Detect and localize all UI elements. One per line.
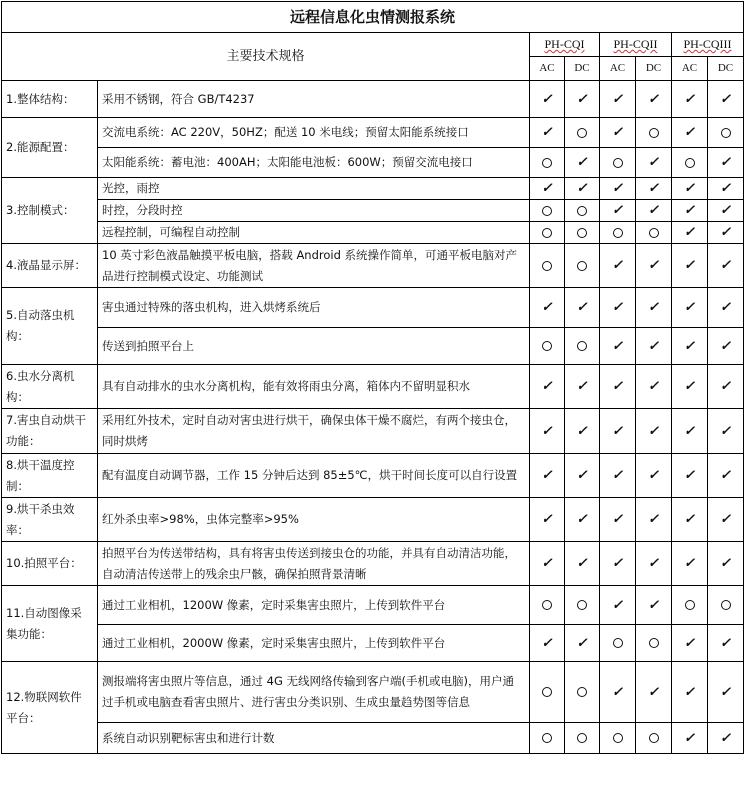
check-mark-icon: ✓ <box>648 423 659 439</box>
spec-description: 配有温度自动调节器，工作 15 分钟后达到 85±5℃，烘干时间长度可以自行设置 <box>98 454 530 498</box>
circle-mark-icon <box>649 733 659 743</box>
check-mark-icon: ✓ <box>648 91 659 107</box>
check-mark-icon: ✓ <box>576 468 588 483</box>
spec-mark-cell <box>600 118 636 148</box>
spec-description: 采用红外技术，定时自动对害虫进行烘干，确保虫体干燥不腐烂，有两个接虫仓，同时烘烤 <box>98 409 530 454</box>
check-mark-icon: ✓ <box>612 300 623 315</box>
spec-mark-cell <box>708 200 744 222</box>
circle-mark-icon <box>613 638 623 648</box>
check-mark-icon: ✓ <box>684 468 695 483</box>
check-mark-icon: ✓ <box>612 423 623 439</box>
spec-mark-cell <box>708 288 744 328</box>
check-mark-icon: ✓ <box>541 468 553 483</box>
check-mark-icon: ✓ <box>612 125 623 140</box>
spec-mark-cell <box>636 178 672 200</box>
check-mark-icon: ✓ <box>541 423 553 439</box>
spec-mark-cell <box>530 662 565 723</box>
category-label: 4.液晶显示屏： <box>2 244 98 288</box>
table-row <box>2 542 744 586</box>
spec-mark-cell <box>636 244 672 288</box>
circle-mark-icon <box>542 261 552 271</box>
spec-mark-cell <box>708 222 744 244</box>
spec-mark-cell <box>565 662 600 723</box>
circle-mark-icon <box>685 158 695 168</box>
spec-description: 测报端将害虫照片等信息，通过 4G 无线网络传输到客户端(手机或电脑)，用户通过手机或电脑查看害虫照片、进行害虫分类识别、生成虫量趋势图等信息 <box>98 662 530 723</box>
check-mark-icon: ✓ <box>541 300 553 315</box>
spec-mark-cell <box>672 148 708 178</box>
check-mark-icon: ✓ <box>684 512 695 527</box>
check-mark-icon: ✓ <box>612 203 623 218</box>
table-row <box>2 625 744 662</box>
spec-mark-cell <box>565 328 600 365</box>
spec-description: 光控，雨控 <box>98 178 530 200</box>
spec-mark-cell <box>600 288 636 328</box>
check-mark-icon: ✓ <box>576 512 588 527</box>
check-mark-icon: ✓ <box>684 258 695 273</box>
spec-mark-cell <box>708 586 744 625</box>
spec-mark-cell <box>565 222 600 244</box>
table-row <box>2 288 744 328</box>
spec-mark-cell <box>600 148 636 178</box>
spec-mark-cell <box>565 723 600 754</box>
spec-mark-cell <box>530 454 565 498</box>
circle-mark-icon <box>542 206 552 216</box>
table-row <box>2 586 744 625</box>
check-mark-icon: ✓ <box>541 91 553 107</box>
check-mark-icon: ✓ <box>612 468 623 483</box>
spec-mark-cell <box>708 81 744 118</box>
spec-mark-cell <box>636 222 672 244</box>
spec-mark-cell <box>530 586 565 625</box>
check-mark-icon: ✓ <box>541 379 553 394</box>
table-row <box>2 148 744 178</box>
spec-description: 害虫通过特殊的落虫机构，进入烘烤系统后 <box>98 288 530 328</box>
spec-mark-cell <box>636 662 672 723</box>
spec-mark-cell <box>600 723 636 754</box>
check-mark-icon: ✓ <box>648 300 659 315</box>
title-row <box>2 2 744 33</box>
model-header-cqi: PH-CQI <box>530 33 600 57</box>
table-row <box>2 244 744 288</box>
spec-mark-cell <box>565 81 600 118</box>
check-mark-icon: ✓ <box>648 338 659 354</box>
circle-mark-icon <box>542 228 552 238</box>
spec-mark-cell <box>636 542 672 586</box>
spec-mark-cell <box>636 723 672 754</box>
check-mark-icon: ✓ <box>648 203 659 218</box>
spec-mark-cell <box>565 200 600 222</box>
check-mark-icon: ✓ <box>720 635 731 651</box>
check-mark-icon: ✓ <box>648 181 659 196</box>
spec-mark-cell <box>565 178 600 200</box>
circle-mark-icon <box>721 600 731 610</box>
category-label: 12.物联网软件平台： <box>2 662 98 754</box>
spec-mark-cell <box>708 454 744 498</box>
check-mark-icon: ✓ <box>612 338 623 354</box>
check-mark-icon: ✓ <box>576 635 588 651</box>
spec-description: 拍照平台为传送带结构，具有将害虫传送到接虫仓的功能，并具有自动清洁功能，自动清洁传送带上的残余虫尸骸，确保拍照背景清晰 <box>98 542 530 586</box>
check-mark-icon: ✓ <box>720 203 731 218</box>
power-header-ac: AC <box>530 57 565 81</box>
spec-mark-cell <box>672 723 708 754</box>
spec-mark-cell <box>565 542 600 586</box>
circle-mark-icon <box>542 733 552 743</box>
model-header-cqii: PH-CQII <box>600 33 672 57</box>
check-mark-icon: ✓ <box>720 91 731 107</box>
spec-description: 时控，分段时控 <box>98 200 530 222</box>
spec-mark-cell <box>600 222 636 244</box>
power-header-ac: AC <box>600 57 636 81</box>
spec-mark-cell <box>600 586 636 625</box>
spec-mark-cell <box>708 178 744 200</box>
spec-mark-cell <box>600 178 636 200</box>
spec-description: 具有自动排水的虫水分离机构，能有效将雨虫分离，箱体内不留明显积水 <box>98 365 530 409</box>
check-mark-icon: ✓ <box>576 379 588 394</box>
check-mark-icon: ✓ <box>720 556 731 571</box>
check-mark-icon: ✓ <box>684 423 695 439</box>
spec-description: 交流电系统：AC 220V，50HZ；配送 10 米电线；预留太阳能系统接口 <box>98 118 530 148</box>
check-mark-icon: ✓ <box>541 125 553 140</box>
spec-mark-cell <box>530 222 565 244</box>
check-mark-icon: ✓ <box>720 423 731 439</box>
circle-mark-icon <box>685 600 695 610</box>
spec-mark-cell <box>708 409 744 454</box>
category-label: 3.控制模式： <box>2 178 98 244</box>
category-label: 6.虫水分离机构： <box>2 365 98 409</box>
circle-mark-icon <box>577 228 587 238</box>
spec-mark-cell <box>636 81 672 118</box>
table-row <box>2 200 744 222</box>
spec-mark-cell <box>672 178 708 200</box>
spec-mark-cell <box>708 118 744 148</box>
circle-mark-icon <box>542 158 552 168</box>
category-label: 7.害虫自动烘干功能： <box>2 409 98 454</box>
spec-mark-cell <box>600 625 636 662</box>
check-mark-icon: ✓ <box>612 258 623 273</box>
check-mark-icon: ✓ <box>541 512 553 527</box>
spec-mark-cell <box>672 118 708 148</box>
check-mark-icon: ✓ <box>576 300 588 315</box>
spec-mark-cell <box>600 81 636 118</box>
spec-mark-cell <box>672 625 708 662</box>
spec-mark-cell <box>636 409 672 454</box>
check-mark-icon: ✓ <box>720 684 731 700</box>
circle-mark-icon <box>649 128 659 138</box>
spec-mark-cell <box>565 409 600 454</box>
spec-mark-cell <box>530 244 565 288</box>
check-mark-icon: ✓ <box>720 730 731 746</box>
spec-description: 红外杀虫率>98%，虫体完整率>95% <box>98 498 530 542</box>
check-mark-icon: ✓ <box>684 203 695 218</box>
check-mark-icon: ✓ <box>720 468 731 483</box>
check-mark-icon: ✓ <box>720 225 731 240</box>
spec-mark-cell <box>530 178 565 200</box>
spec-mark-cell <box>672 454 708 498</box>
spec-mark-cell <box>636 148 672 178</box>
spec-mark-cell <box>636 118 672 148</box>
category-label: 5.自动落虫机构： <box>2 288 98 365</box>
spec-mark-cell <box>565 148 600 178</box>
spec-mark-cell <box>672 328 708 365</box>
spec-mark-cell <box>600 542 636 586</box>
check-mark-icon: ✓ <box>576 155 588 170</box>
spec-mark-cell <box>565 244 600 288</box>
spec-mark-cell <box>708 662 744 723</box>
spec-mark-cell <box>530 148 565 178</box>
category-label: 11.自动图像采集功能： <box>2 586 98 662</box>
check-mark-icon: ✓ <box>720 338 731 354</box>
spec-mark-cell <box>600 454 636 498</box>
spec-mark-cell <box>530 625 565 662</box>
table-row <box>2 723 744 754</box>
spec-mark-cell <box>672 222 708 244</box>
spec-mark-cell <box>708 328 744 365</box>
spec-mark-cell <box>636 454 672 498</box>
spec-mark-cell <box>672 409 708 454</box>
power-header-dc: DC <box>708 57 744 81</box>
table-title: 远程信息化虫情测报系统 <box>2 2 744 33</box>
circle-mark-icon <box>542 687 552 697</box>
spec-mark-cell <box>565 365 600 409</box>
spec-mark-cell <box>672 662 708 723</box>
check-mark-icon: ✓ <box>648 597 659 613</box>
spec-mark-cell <box>708 148 744 178</box>
spec-mark-cell <box>565 118 600 148</box>
check-mark-icon: ✓ <box>720 181 731 196</box>
check-mark-icon: ✓ <box>684 556 695 571</box>
check-mark-icon: ✓ <box>720 300 731 315</box>
spec-mark-cell <box>672 200 708 222</box>
check-mark-icon: ✓ <box>720 512 731 527</box>
spec-mark-cell <box>636 498 672 542</box>
check-mark-icon: ✓ <box>720 258 731 273</box>
spec-mark-cell <box>672 365 708 409</box>
spec-mark-cell <box>672 81 708 118</box>
spec-mark-cell <box>636 288 672 328</box>
check-mark-icon: ✓ <box>648 468 659 483</box>
check-mark-icon: ✓ <box>576 181 588 196</box>
spec-mark-cell <box>600 662 636 723</box>
spec-description: 通过工业相机，1200W 像素，定时采集害虫照片，上传到软件平台 <box>98 586 530 625</box>
circle-mark-icon <box>542 600 552 610</box>
spec-mark-cell <box>565 586 600 625</box>
check-mark-icon: ✓ <box>720 379 731 394</box>
spec-mark-cell <box>672 244 708 288</box>
check-mark-icon: ✓ <box>684 635 695 651</box>
check-mark-icon: ✓ <box>541 635 553 651</box>
power-header-dc: DC <box>636 57 672 81</box>
check-mark-icon: ✓ <box>541 556 553 571</box>
circle-mark-icon <box>613 733 623 743</box>
spec-mark-cell <box>530 542 565 586</box>
table-row <box>2 222 744 244</box>
check-mark-icon: ✓ <box>684 379 695 394</box>
circle-mark-icon <box>613 228 623 238</box>
table-row <box>2 454 744 498</box>
table-row <box>2 118 744 148</box>
check-mark-icon: ✓ <box>648 379 659 394</box>
power-header-ac: AC <box>672 57 708 81</box>
spec-mark-cell <box>530 409 565 454</box>
circle-mark-icon <box>577 206 587 216</box>
check-mark-icon: ✓ <box>612 181 623 196</box>
spec-description: 采用不锈钢，符合 GB/T4237 <box>98 81 530 118</box>
check-mark-icon: ✓ <box>576 91 588 107</box>
check-mark-icon: ✓ <box>648 258 659 273</box>
spec-mark-cell <box>530 723 565 754</box>
spec-table <box>1 1 744 754</box>
spec-description: 系统自动识别靶标害虫和进行计数 <box>98 723 530 754</box>
spec-mark-cell <box>636 625 672 662</box>
table-row <box>2 81 744 118</box>
table-row <box>2 498 744 542</box>
check-mark-icon: ✓ <box>612 556 623 571</box>
spec-mark-cell <box>708 498 744 542</box>
spec-mark-cell <box>600 244 636 288</box>
spec-mark-cell <box>600 200 636 222</box>
circle-mark-icon <box>721 128 731 138</box>
spec-mark-cell <box>600 409 636 454</box>
spec-description: 通过工业相机，2000W 像素，定时采集害虫照片，上传到软件平台 <box>98 625 530 662</box>
check-mark-icon: ✓ <box>648 556 659 571</box>
circle-mark-icon <box>577 341 587 351</box>
check-mark-icon: ✓ <box>684 338 695 354</box>
spec-mark-cell <box>600 498 636 542</box>
table-row <box>2 409 744 454</box>
spec-mark-cell <box>672 288 708 328</box>
spec-mark-cell <box>708 625 744 662</box>
spec-mark-cell <box>708 365 744 409</box>
check-mark-icon: ✓ <box>576 423 588 439</box>
spec-description: 10 英寸彩色液晶触摸平板电脑，搭载 Android 系统操作简单，可通平板电脑对产品进行控制模式设定、功能测试 <box>98 244 530 288</box>
check-mark-icon: ✓ <box>684 684 695 700</box>
circle-mark-icon <box>649 638 659 648</box>
spec-table-body <box>2 2 744 754</box>
spec-mark-cell <box>600 328 636 365</box>
check-mark-icon: ✓ <box>684 181 695 196</box>
check-mark-icon: ✓ <box>648 155 659 170</box>
check-mark-icon: ✓ <box>684 125 695 140</box>
spec-mark-cell <box>530 118 565 148</box>
table-row <box>2 662 744 723</box>
category-label: 10.拍照平台： <box>2 542 98 586</box>
spec-mark-cell <box>565 625 600 662</box>
spec-description: 太阳能系统：蓄电池：400AH；太阳能电池板：600W；预留交流电接口 <box>98 148 530 178</box>
category-label: 2.能源配置： <box>2 118 98 178</box>
spec-mark-cell <box>530 498 565 542</box>
spec-mark-cell <box>530 365 565 409</box>
spec-description: 传送到拍照平台上 <box>98 328 530 365</box>
check-mark-icon: ✓ <box>648 512 659 527</box>
spec-mark-cell <box>565 288 600 328</box>
spec-mark-cell <box>708 244 744 288</box>
spec-mark-cell <box>530 288 565 328</box>
spec-mark-cell <box>708 723 744 754</box>
check-mark-icon: ✓ <box>684 300 695 315</box>
check-mark-icon: ✓ <box>541 181 553 196</box>
category-label: 9.烘干杀虫效率： <box>2 498 98 542</box>
check-mark-icon: ✓ <box>684 730 695 746</box>
spec-mark-cell <box>600 365 636 409</box>
table-row <box>2 328 744 365</box>
circle-mark-icon <box>613 158 623 168</box>
check-mark-icon: ✓ <box>576 556 588 571</box>
power-header-dc: DC <box>565 57 600 81</box>
model-header-row <box>2 33 744 57</box>
circle-mark-icon <box>542 341 552 351</box>
category-label: 1.整体结构： <box>2 81 98 118</box>
check-mark-icon: ✓ <box>648 684 659 700</box>
circle-mark-icon <box>577 600 587 610</box>
spec-mark-cell <box>530 200 565 222</box>
circle-mark-icon <box>577 261 587 271</box>
spec-mark-cell <box>636 365 672 409</box>
spec-mark-cell <box>636 328 672 365</box>
spec-description: 远程控制，可编程自动控制 <box>98 222 530 244</box>
circle-mark-icon <box>649 228 659 238</box>
spec-header: 主要技术规格 <box>2 33 530 81</box>
spec-mark-cell <box>636 200 672 222</box>
circle-mark-icon <box>577 733 587 743</box>
model-header-cqiii: PH-CQIII <box>672 33 744 57</box>
category-label: 8.烘干温度控制： <box>2 454 98 498</box>
check-mark-icon: ✓ <box>612 512 623 527</box>
check-mark-icon: ✓ <box>612 91 623 107</box>
table-row <box>2 365 744 409</box>
check-mark-icon: ✓ <box>612 379 623 394</box>
spec-mark-cell <box>530 328 565 365</box>
check-mark-icon: ✓ <box>720 155 731 170</box>
circle-mark-icon <box>577 687 587 697</box>
spec-mark-cell <box>672 542 708 586</box>
check-mark-icon: ✓ <box>684 225 695 240</box>
check-mark-icon: ✓ <box>612 684 623 700</box>
spec-mark-cell <box>565 454 600 498</box>
spec-mark-cell <box>565 498 600 542</box>
circle-mark-icon <box>577 128 587 138</box>
spec-mark-cell <box>636 586 672 625</box>
spec-mark-cell <box>530 81 565 118</box>
check-mark-icon: ✓ <box>684 91 695 107</box>
spec-mark-cell <box>708 542 744 586</box>
table-row <box>2 178 744 200</box>
spec-mark-cell <box>672 586 708 625</box>
spec-mark-cell <box>672 498 708 542</box>
check-mark-icon: ✓ <box>612 597 623 613</box>
